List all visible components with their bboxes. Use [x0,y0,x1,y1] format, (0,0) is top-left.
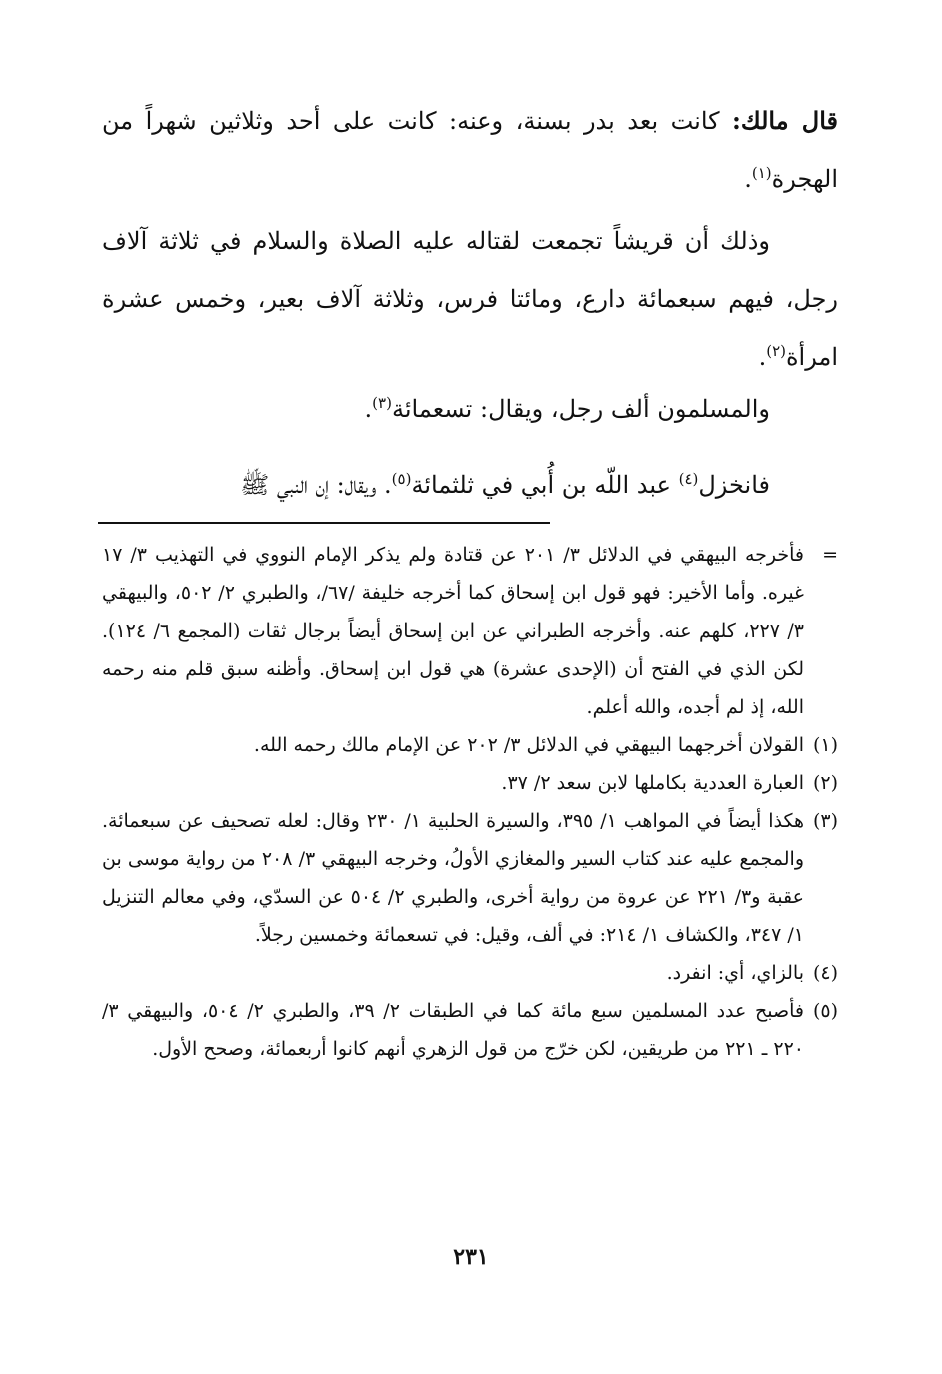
footnote-ref-5[interactable]: (٥) [391,470,412,488]
footnote-5 [102,992,838,1068]
footnote-mark: (٣) [812,810,838,832]
punctuation: . [758,343,767,371]
paragraph-quraysh [102,212,838,386]
footnote-1 [102,726,838,764]
withdrawal-text-b: عبد اللّه بن أُبي في ثلثمائة [411,471,671,499]
footnote-4 [102,954,838,992]
footnote-ref-4[interactable]: (٤) [678,470,699,488]
footnote-mark: (٤) [812,962,838,984]
footnote-ref-1[interactable]: (١) [751,164,772,182]
paragraph-malik [102,92,838,208]
footnote-text: فأخرجه البيهقي في الدلائل ٣/ ٢٠١ عن قتادة ولم يذكر الإمام النووي في التهذيب ٣/ ١٧ غيره. وأما الأخير: فهو قول ابن إسحاق كما أخرجه خليفة /٦٧/، والطبري ٢/ ٥٠٢، والبيهقي ٣/ ٢٢٧، كلهم عنه. وأخرجه الطبراني عن ابن إسحاق أيضاً برجال ثقات (المجمع ٦/ ١٢٤). لكن الذي في الفتح أن (الإحدى عشرة) هي قول ابن إسحاق. وأظنه سبق قلم منه رحمه الله، إذ لم أجده، والله أعلم. [102,544,804,718]
footnote-text: بالزاي، أي: انفرد. [666,962,804,984]
quraysh-text: وذلك أن قريشاً تجمعت لقتاله عليه الصلاة والسلام في ثلاثة آلاف رجل، فيهم سبعمائة دارع، ومائتا فرس، وثلاثة آلاف بعير، وخمس عشرة امرأة [102,227,838,371]
footnote-continuation [102,536,838,726]
malik-label: قال مالك: [732,106,838,135]
footnote-mark: (١) [812,734,838,756]
footnote-mark: (٢) [812,772,838,794]
page-number: ٢٣١ [453,1244,489,1270]
punctuation: . [744,165,752,193]
footnote-text: القولان أخرجهما البيهقي في الدلائل ٣/ ٢٠٢ عن الإمام مالك رحمه الله. [253,734,804,756]
footnote-3 [102,802,838,954]
withdrawal-text-a: فانخزل [698,471,770,499]
footnote-2 [102,764,838,802]
footnote-separator [98,522,550,524]
footnote-ref-2[interactable]: (٢) [766,342,786,360]
paragraph-withdrawal [102,456,838,514]
paragraph-muslims [102,380,838,438]
footnote-text: هكذا أيضاً في المواهب ١/ ٣٩٥، والسيرة الحلبية ١/ ٢٣٠ وقال: لعله تصحيف عن سبعمائة. والمجمع عليه عند كتاب السير والمغازي الأولُ، وخرجه البيهقي ٣/ ٢٠٨ من رواية موسى بن عقبة و٣/ ٢٢١ عن عروة من رواية أخرى، والطبري ٢/ ٥٠٤ عن السدّي، وفي معالم التنزيل ١/ ٣٤٧، والكشاف ١/ ٢١٤: في ألف، وقيل: في تسعمائة وخمسين رجلاً. [102,810,804,946]
footnote-text: فأصبح عدد المسلمين سبع مائة كما في الطبقات ٢/ ٣٩، والطبري ٢/ ٥٠٤، والبيهقي ٣/ ٢٢٠ ـ ٢٢١ من طريقين، لكن خرّج من قول الزهري أنهم كانوا أربعمائة، وصحح الأول. [102,1000,804,1060]
footnote-mark: (٥) [812,1000,838,1022]
footnote-mark: = [822,544,838,566]
withdrawal-text-c: . ويقال: إن النبي ﷺ [240,471,392,499]
punctuation: . [364,395,373,423]
footnotes-section [102,536,838,1068]
malik-text: كانت بعد بدر بسنة، وعنه: كانت على أحد وثلاثين شهراً من الهجرة [102,107,838,193]
footnote-ref-3[interactable]: (٣) [372,394,392,412]
footnote-text: العبارة العددية بكاملها لابن سعد ٢/ ٣٧. [501,772,804,794]
muslims-text: والمسلمون ألف رجل، ويقال: تسعمائة [391,395,770,423]
